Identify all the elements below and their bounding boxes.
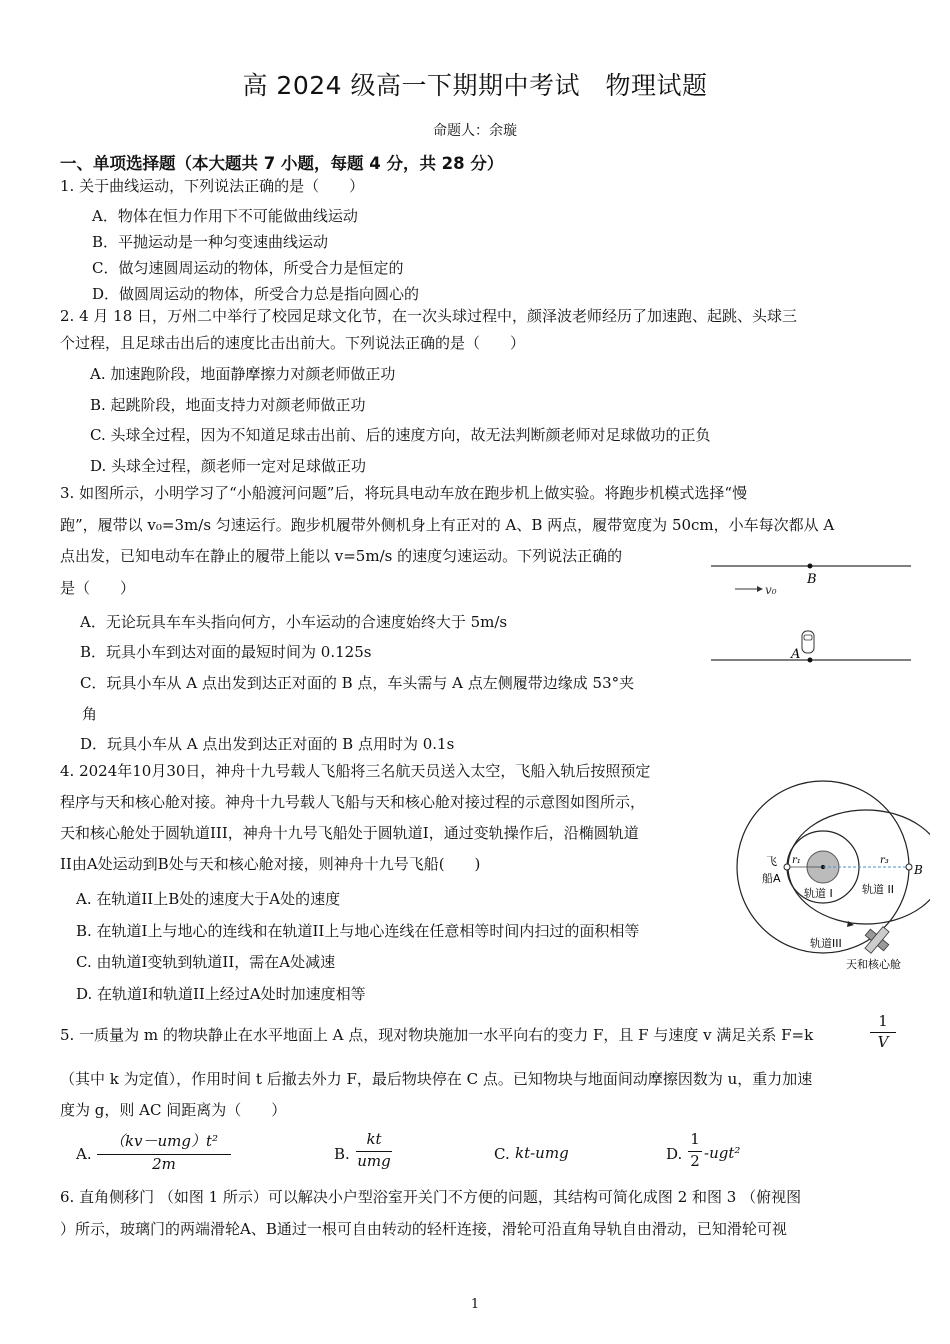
label-b: B xyxy=(914,863,923,877)
q1-option-c: C．做匀速圆周运动的物体，所受合力是恒定的 xyxy=(92,259,404,277)
space-station-icon xyxy=(859,922,895,959)
q3-option-d: D．玩具小车从 A 点出发到达正对面的 B 点用时为 0.1s xyxy=(80,735,455,753)
v0-arrow-head xyxy=(757,586,763,592)
point-b xyxy=(906,864,912,870)
q3-option-c: C．玩具小车从 A 点出发到达正对面的 B 点，车头需与 A 点左侧履带边缘成 53°夹 xyxy=(80,674,635,692)
q4-line3: 天和核心舱处于圆轨道III，神舟十九号飞船处于圆轨道I，通过变轨操作后，沿椭圆轨道 xyxy=(60,824,639,842)
q5-frac-num: 1 xyxy=(878,1012,888,1030)
q4-line1: 4. 2024年10月30日，神舟十九号载人飞船将三名航天员送入太空，飞船入轨后按照预定 xyxy=(60,762,651,780)
q2-stem-line2: 个过程，且足球击出后的速度比击出前大。下列说法正确的是（ ） xyxy=(60,334,526,352)
q5-option-c-label: C. xyxy=(494,1145,510,1163)
q1-option-b: B．平抛运动是一种匀变速曲线运动 xyxy=(92,233,329,251)
q4-option-d: D. 在轨道I和轨道II上经过A处时加速度相等 xyxy=(76,985,366,1003)
q5-line1: 5. 一质量为 m 的物块静止在水平地面上 A 点，现对物块施加一水平向右的变力 F，且 F 与速度 v 满足关系 F=k xyxy=(60,1026,814,1044)
point-b-dot xyxy=(808,564,813,569)
q5-option-b-label: B. xyxy=(334,1145,350,1163)
q2-option-c: C. 头球全过程，因为不知道足球击出前、后的速度方向，故无法判断颜老师对足球做功的正负 xyxy=(90,426,711,444)
q5-frac-den: V xyxy=(870,1032,896,1051)
point-a xyxy=(784,864,790,870)
label-orbit-ii: 轨道 II xyxy=(862,883,894,896)
label-orbit-i: 轨道 I xyxy=(804,887,833,900)
q4-line2: 程序与天和核心舱对接。神舟十九号载人飞船与天和核心舱对接过程的示意图如图所示， xyxy=(60,793,646,811)
label-ship-a: 船A xyxy=(762,872,781,885)
q3-line1: 3. 如图所示，小明学习了“小船渡河问题”后，将玩具电动车放在跑步机上做实验。将跑步机模式选择“慢 xyxy=(60,484,748,502)
q4-line4: II由A处运动到B处与天和核心舱对接，则神舟十九号飞船( ) xyxy=(60,855,481,873)
label-orbit-iii: 轨道III xyxy=(810,937,842,950)
orbit-arrow-icon xyxy=(847,921,854,927)
q6-line1: 6. 直角侧移门 （如图 1 所示）可以解决小户型浴室开关门不方便的问题，其结构可简化成图 2 和图 3 （俯视图 xyxy=(60,1188,802,1206)
q5-option-c-text: kt-umg xyxy=(515,1144,569,1162)
label-r1: r₁ xyxy=(792,855,801,866)
q4-option-a: A. 在轨道II上B处的速度大于A处的速度 xyxy=(76,890,341,908)
author-line: 命题人：余璇 xyxy=(433,123,517,139)
page-number: 1 xyxy=(470,1297,480,1312)
q2-option-a: A. 加速跑阶段，地面静摩擦力对颜老师做正功 xyxy=(90,365,396,383)
label-a: A xyxy=(791,647,801,662)
treadmill-diagram xyxy=(705,560,915,665)
page-title: 高 2024 级高一下期期中考试 物理试题 xyxy=(242,71,708,100)
label-station: 天和核心舱 xyxy=(846,958,901,971)
q3-line2: 跑”，履带以 v₀=3m/s 匀速运行。跑步机履带外侧机身上有正对的 A、B 两点，履带宽度为 50cm，小车每次都从 A xyxy=(60,516,835,534)
q5-fraction xyxy=(870,1012,896,1053)
q5-line2: （其中 k 为定值），作用时间 t 后撤去外力 F，最后物块停在 C 点。已知物块与地面间动摩擦因数为 u，重力加速 xyxy=(60,1070,813,1088)
section-heading: 一、单项选择题（本大题共 7 小题，每题 4 分，共 28 分） xyxy=(60,154,504,173)
q5-option-a-label: A. xyxy=(76,1145,92,1163)
q3-line3: 点出发，已知电动车在静止的履带上能以 v=5m/s 的速度匀速运动。下列说法正确的 xyxy=(60,547,623,565)
toy-car-icon xyxy=(802,631,814,653)
q5-line3: 度为 g，则 AC 间距离为（ ） xyxy=(60,1101,287,1119)
q2-option-b: B. 起跳阶段，地面支持力对颜老师做正功 xyxy=(90,396,366,414)
q5-option-a-den: 2m xyxy=(97,1154,231,1173)
q2-stem-line1: 2. 4 月 18 日，万州二中举行了校园足球文化节，在一次头球过程中，颜泽波老师经历了加速跑、起跳、头球三 xyxy=(60,307,798,325)
label-v0: v₀ xyxy=(765,583,777,597)
q5-option-d-num: 1 xyxy=(690,1130,700,1148)
q1-option-d: D．做圆周运动的物体，所受合力总是指向圆心的 xyxy=(92,285,420,303)
q4-option-b: B. 在轨道I上与地心的连线和在轨道II上与地心连线在任意相等时间内扫过的面积相等 xyxy=(76,922,640,940)
q5-option-a-fraction xyxy=(97,1130,231,1173)
q2-option-d: D. 头球全过程，颜老师一定对足球做正功 xyxy=(90,457,367,475)
q5-option-b-den: umg xyxy=(357,1152,391,1170)
q6-line2: ）所示，玻璃门的两端滑轮A、B通过一根可自由转动的轻杆连接，滑轮可沿直角导轨自由滑动，已知滑轮可视 xyxy=(60,1220,787,1238)
q5-option-a-num: （kv－umg）t² xyxy=(109,1132,219,1150)
q3-line4: 是（ ） xyxy=(60,579,136,597)
q3-option-b: B．玩具小车到达对面的最短时间为 0.125s xyxy=(80,643,372,661)
q3-option-c-cont: 角 xyxy=(82,705,98,723)
point-a-dot xyxy=(808,658,813,663)
orbit-diagram xyxy=(730,775,930,975)
q1-option-a: A．物体在恒力作用下不可能做曲线运动 xyxy=(92,207,358,225)
label-r3: r₃ xyxy=(880,855,889,866)
q5-option-d-text: -ugt² xyxy=(704,1144,741,1162)
q4-option-c: C. 由轨道I变轨到轨道II，需在A处减速 xyxy=(76,953,336,971)
q5-option-d-label: D. xyxy=(666,1145,683,1163)
q5-option-b-fraction xyxy=(356,1130,392,1170)
label-b: B xyxy=(807,572,817,587)
q5-option-d-fraction xyxy=(688,1130,702,1170)
label-ship: 飞 xyxy=(766,855,777,868)
q5-option-d-den: 2 xyxy=(688,1151,702,1170)
q3-option-a: A．无论玩具车车头指向何方，小车运动的合速度始终大于 5m/s xyxy=(80,613,508,631)
q5-option-b-num: kt xyxy=(366,1130,382,1148)
q1-stem: 1. 关于曲线运动，下列说法正确的是（ ） xyxy=(60,177,365,195)
